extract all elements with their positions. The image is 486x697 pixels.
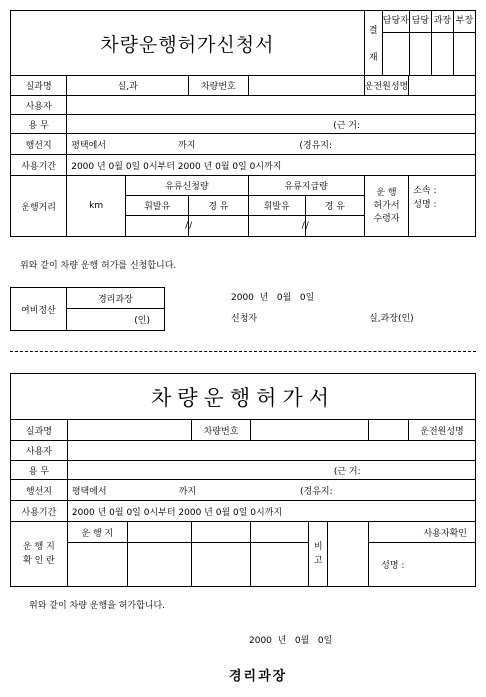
route-cell[interactable] [67,543,127,587]
purpose-field[interactable]: (근 거: [67,115,476,134]
route-head: 운 행 지 [67,522,127,543]
gasoline-label: 휘발유 [248,196,305,216]
period-field[interactable]: 2000 년 0월 0일 0시부터 2000 년 0월 0일 0시까지 [67,155,476,176]
approval-sign-slot[interactable] [410,33,431,75]
fuel-cell[interactable]: / [126,216,189,237]
plate-field[interactable] [251,420,369,441]
form2-table [10,373,476,587]
diesel-label: 경 유 [189,196,248,216]
approval-label: 결 [368,26,378,36]
approval-col: 부장 [454,11,475,33]
driver-label: 운전원성명 [409,420,476,441]
dept-label: 실과명 [11,76,67,96]
form2-title: 차량운행허가서 [11,374,476,420]
route-field[interactable]: 평택에서 까지 (경유지: [67,480,475,501]
applicant-value[interactable]: 실,과장(인) [369,314,414,324]
dept-label: 실과명 [11,420,68,441]
route-cell[interactable] [191,543,251,587]
driver-field[interactable] [409,76,476,96]
user-label: 사용자 [11,96,67,115]
applicant-label: 신청자 [231,314,258,324]
form2-date: 2000 년 0월 0일 [249,636,333,646]
receiver-info[interactable]: 소속 : 성명 : [409,176,476,237]
form1-title: 차량운행허가신청서 [11,11,365,76]
purpose-field[interactable]: (근 거: [67,461,475,480]
route-cell[interactable] [127,543,191,587]
remark-field[interactable] [328,522,368,586]
driver-label-spacer [369,420,409,441]
approval-sign-slot[interactable] [383,33,409,75]
period-label: 사용기간 [11,501,68,522]
settlement-head: 경리과장 [66,288,164,309]
route-cell[interactable] [191,522,251,543]
settlement-seal[interactable]: (인) [66,309,164,331]
plate-field[interactable] [248,76,364,96]
fuel-cell[interactable]: / [248,216,305,237]
settlement-label: 여비정산 [11,288,67,331]
diesel-label: 경 유 [305,196,364,216]
remark-area: 비 고 [309,522,369,587]
signer-label: 경리과장 [229,669,288,684]
gasoline-label: 휘발유 [126,196,189,216]
approval-col: 담당자 [383,11,409,33]
route-label: 행선지 [11,134,67,155]
plate-label: 차량번호 [191,420,251,441]
route-label: 행선지 [11,480,68,501]
distance-label: 운행거리 [11,176,67,237]
user-check-label: 사용자확인 [369,522,476,543]
form1-statement: 위와 같이 차량 운행 허가를 신청합니다. [20,261,177,271]
plate-label: 차량번호 [189,76,248,96]
period-field[interactable]: 2000 년 0월 0일 0시부터 2000 년 0월 0일 0시까지 [67,501,475,522]
form1-table [10,10,476,237]
purpose-label: 용 무 [11,461,68,480]
form1-date: 2000 년 0월 0일 [231,293,315,303]
settlement-table [10,287,165,331]
user-field[interactable] [67,96,476,115]
dept-value[interactable]: 실,과 [67,76,189,96]
period-label: 사용기간 [11,155,67,176]
purpose-label: 용 무 [11,115,67,134]
route-cell[interactable] [251,543,309,587]
route-field[interactable]: 평택에서 까지 (경유지: [67,134,476,155]
cut-line [10,351,476,352]
form2-statement: 위와 같이 차량 운행을 허가합니다. [29,601,166,611]
distance-unit[interactable]: km [67,176,126,237]
user-label: 사용자 [11,441,68,461]
approval-col: 과장 [432,11,453,33]
driver-label: 운전원성명 [364,76,408,96]
fuel-request-label: 유류신청량 [126,176,248,196]
user-check-name[interactable]: 성명 : [369,543,476,587]
fuel-cell[interactable]: / [305,216,364,237]
route-check-label: 운 행 지 확 인 란 [11,522,68,587]
remark-label: 비 [313,542,323,552]
route-cell[interactable] [127,522,191,543]
fuel-supply-label: 유류지급량 [248,176,364,196]
permit-receiver-label: 운 행 허가서 수령자 [364,176,408,237]
dept-field[interactable] [67,420,191,441]
approval-sign-slot[interactable] [454,33,475,75]
route-cell[interactable] [251,522,309,543]
user-field[interactable] [67,441,475,461]
approval-box: 결 재 담당자 담당 과장 부장 [364,11,475,76]
approval-sign-slot[interactable] [432,33,453,75]
fuel-cell[interactable]: / [189,216,248,237]
approval-col: 담당 [410,11,431,33]
